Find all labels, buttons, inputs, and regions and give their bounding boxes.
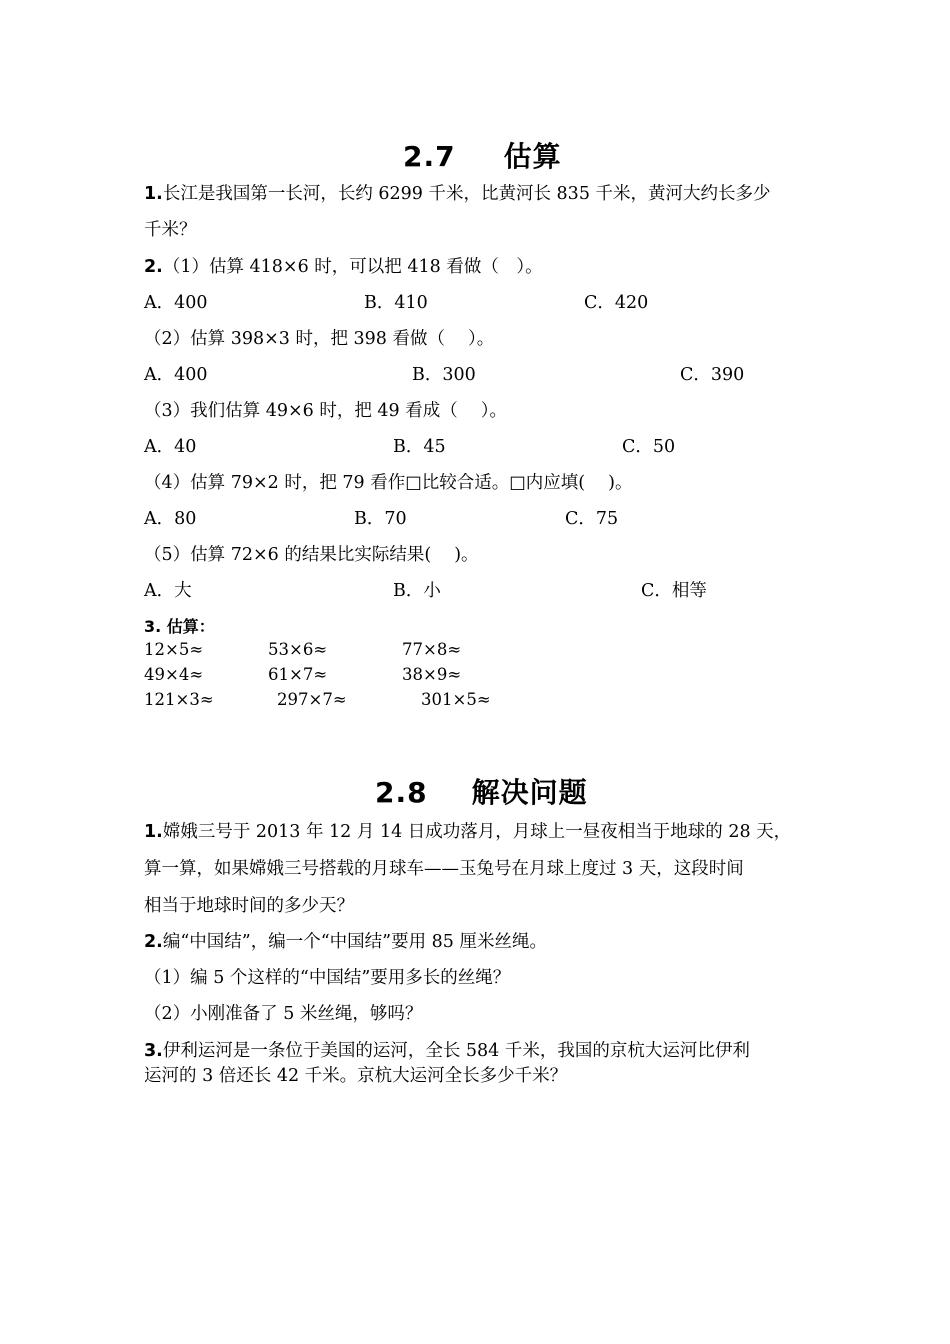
subquestion-1: （1）估算 418×6 时，可以把 418 看做（ ）。	[162, 257, 543, 277]
subquestion-3: （3）我们估算 49×6 时，把 49 看成（ ）。	[144, 401, 508, 421]
problem-2	[144, 930, 547, 954]
question-number: 2.	[144, 932, 163, 952]
estimate-item: 297×7≈	[277, 690, 347, 709]
option-b: B．70	[354, 509, 407, 529]
question-number: 1.	[144, 822, 163, 842]
problem-3-line2: 运河的 3 倍还长 42 千米。京杭大运河全长多少千米？	[144, 1066, 568, 1086]
option-a: A．大	[144, 581, 192, 601]
problem-1-line3: 相当于地球时间的多少天？	[144, 896, 354, 916]
estimate-item: 301×5≈	[421, 690, 491, 709]
question-number: 3.	[144, 1041, 163, 1061]
question-2	[144, 255, 543, 279]
estimate-item: 49×4≈	[144, 665, 204, 684]
option-c: C．50	[622, 437, 676, 457]
problem-text: 嫦娥三号于 2013 年 12 月 14 日成功落月，月球上一昼夜相当于地球的 28 天，	[162, 822, 792, 842]
option-b: B．410	[364, 293, 428, 313]
estimate-item: 53×6≈	[268, 640, 328, 659]
question-3-label: 3. 估算：	[144, 617, 215, 636]
problem-1	[144, 820, 791, 844]
problem-text: 编“中国结”，编一个“中国结”要用 85 厘米丝绳。	[162, 932, 548, 952]
option-b: B．45	[393, 437, 446, 457]
section-number: 2.7	[403, 140, 456, 173]
section-number: 2.8	[375, 776, 428, 809]
option-c: C．390	[680, 365, 745, 385]
estimate-item: 61×7≈	[268, 665, 328, 684]
problem-2-sub1: （1）编 5 个这样的“中国结”要用多长的丝绳？	[144, 968, 511, 988]
problem-text: 伊利运河是一条位于美国的运河，全长 584 千米，我国的京杭大运河比伊利	[162, 1041, 750, 1061]
option-a: A．400	[144, 293, 208, 313]
estimate-item: 38×9≈	[402, 665, 462, 684]
option-b: B．300	[412, 365, 476, 385]
estimate-item: 121×3≈	[144, 690, 214, 709]
subquestion-5: （5）估算 72×6 的结果比实际结果( )。	[144, 545, 479, 565]
estimate-item: 77×8≈	[402, 640, 462, 659]
problem-1-line2: 算一算，如果嫦娥三号搭载的月球车——玉兔号在月球上度过 3 天，这段时间	[144, 859, 744, 879]
option-b: B．小	[393, 581, 441, 601]
question-number: 2.	[144, 257, 163, 277]
section-title-2-8	[375, 771, 588, 811]
option-c: C．相等	[641, 581, 707, 601]
option-c: C．75	[565, 509, 619, 529]
problem-2-sub2: （2）小刚准备了 5 米丝绳，够吗？	[144, 1004, 423, 1024]
estimate-item: 12×5≈	[144, 640, 204, 659]
question-text: 长江是我国第一长河，长约 6299 千米，比黄河长 835 千米，黄河大约长多少	[162, 184, 771, 204]
subquestion-4: （4）估算 79×2 时，把 79 看作□比较合适。□内应填( )。	[144, 473, 633, 493]
subquestion-2: （2）估算 398×3 时，把 398 看做（ ）。	[144, 329, 495, 349]
section-name: 解决问题	[471, 776, 588, 809]
section-name: 估算	[503, 140, 562, 173]
option-c: C．420	[584, 293, 649, 313]
option-a: A．400	[144, 365, 208, 385]
problem-3	[144, 1039, 750, 1063]
question-1-line2: 千米？	[144, 220, 197, 240]
question-1	[144, 182, 771, 206]
option-a: A．80	[144, 509, 197, 529]
question-number: 1.	[144, 184, 163, 204]
section-title-2-7	[403, 135, 562, 175]
option-a: A．40	[144, 437, 197, 457]
